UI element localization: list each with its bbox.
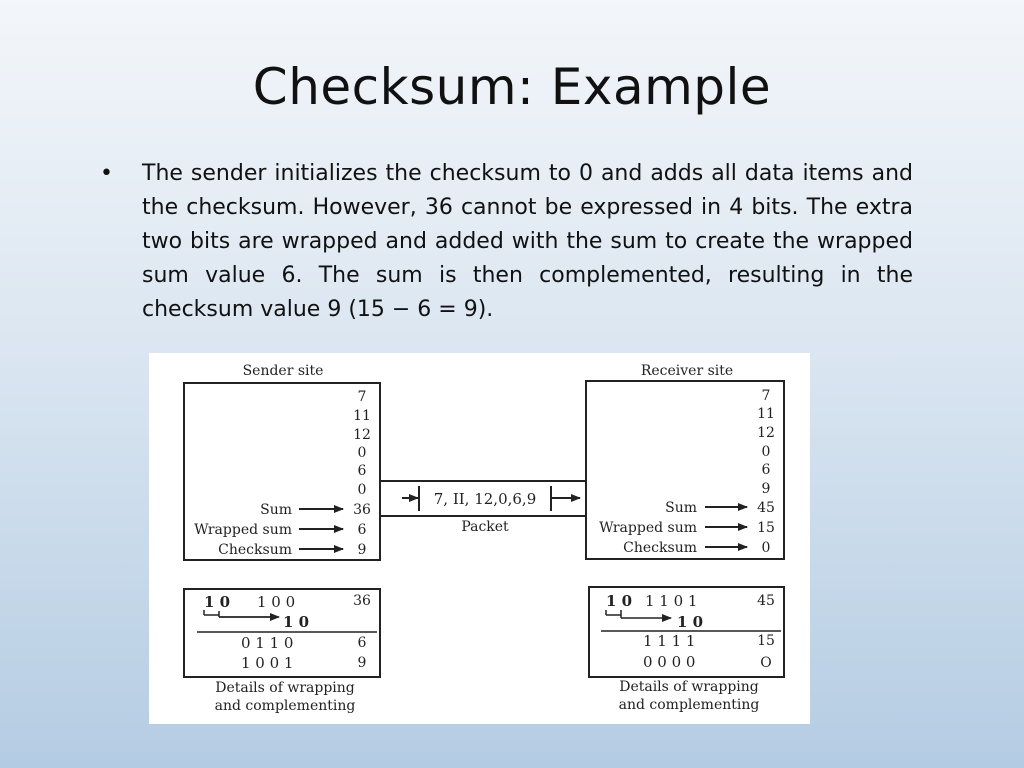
- bullet-text: The sender initializes the checksum to 0 and adds all data items and the checksum. However, 36 cannot be expressed in 4 bits. The extra two bits are wrapped and added with the sum to create the wrapped sum value 6. The sum is then complemented, resulting in the checksum value 9 (15 − 6 = 9).: [142, 161, 913, 322]
- sender-site-label: Sender site: [242, 363, 324, 379]
- receiver-site: [586, 363, 784, 713]
- sender-details-checksum: 9: [357, 655, 367, 671]
- sender-complement-bits: 1 0 0 1: [241, 654, 294, 672]
- sender-wrapped-bits: 0 1 1 0: [241, 634, 294, 652]
- receiver-caption-line1: Details of wrapping: [619, 679, 759, 695]
- checksum-diagram: [149, 353, 810, 724]
- sender-wrap-bits: 1 0: [204, 593, 231, 611]
- receiver-carry-bits: 1 0: [677, 613, 704, 631]
- sender-checksum-value: 9: [357, 542, 367, 558]
- sender-wrapped-sum-value: 6: [357, 522, 367, 538]
- sender-site: [184, 363, 380, 714]
- sender-value: 6: [357, 463, 367, 479]
- sender-value: 11: [353, 408, 371, 424]
- receiver-value: 6: [761, 462, 771, 478]
- sender-details-wrapped: 6: [357, 635, 367, 651]
- sender-caption-line2: and complementing: [214, 698, 356, 714]
- receiver-value: 7: [761, 388, 771, 404]
- receiver-value: 0: [761, 444, 771, 460]
- receiver-value: 12: [757, 425, 775, 441]
- checksum-figure: [149, 353, 810, 724]
- sender-carry-bits: 1 0: [283, 613, 310, 631]
- receiver-value: 9: [761, 481, 771, 497]
- receiver-wrapped-bits: 1 1 1 1: [643, 632, 696, 650]
- packet-label: Packet: [461, 519, 509, 535]
- receiver-details-wrapped: 15: [757, 633, 775, 649]
- receiver-details-sum: 45: [757, 593, 775, 609]
- sender-details-sum: 36: [353, 593, 371, 609]
- sender-bits-rest: 1 0 0: [257, 593, 296, 611]
- sender-sum-value: 36: [353, 502, 371, 518]
- receiver-value: 11: [757, 406, 775, 422]
- packet: [380, 481, 586, 535]
- receiver-checksum-value: 0: [761, 540, 771, 556]
- receiver-wrapped-sum-value: 15: [757, 520, 775, 536]
- receiver-caption-line2: and complementing: [618, 697, 760, 713]
- receiver-site-label: Receiver site: [640, 363, 734, 379]
- bullet-icon: •: [100, 161, 113, 186]
- receiver-sum-label: Sum: [665, 500, 697, 516]
- receiver-wrapped-sum-label: Wrapped sum: [599, 520, 697, 536]
- packet-content: 7, II, 12,0,6,9: [433, 490, 537, 508]
- receiver-checksum-label: Checksum: [623, 540, 697, 556]
- sender-value: 7: [357, 389, 367, 405]
- sender-wrapped-sum-label: Wrapped sum: [194, 522, 292, 538]
- slide-title: Checksum: Example: [252, 58, 772, 116]
- sender-sum-label: Sum: [260, 502, 292, 518]
- sender-value: 0: [357, 482, 367, 498]
- receiver-sum-value: 45: [757, 500, 775, 516]
- receiver-complement-bits: 0 0 0 0: [643, 653, 696, 671]
- sender-caption-line1: Details of wrapping: [215, 680, 355, 696]
- sender-checksum-label: Checksum: [218, 542, 292, 558]
- receiver-details-checksum: O: [760, 655, 772, 671]
- sender-value: 12: [353, 427, 371, 443]
- receiver-wrap-bits: 1 0: [606, 592, 633, 610]
- sender-value: 0: [357, 445, 367, 461]
- receiver-bits-rest: 1 1 0 1: [645, 592, 698, 610]
